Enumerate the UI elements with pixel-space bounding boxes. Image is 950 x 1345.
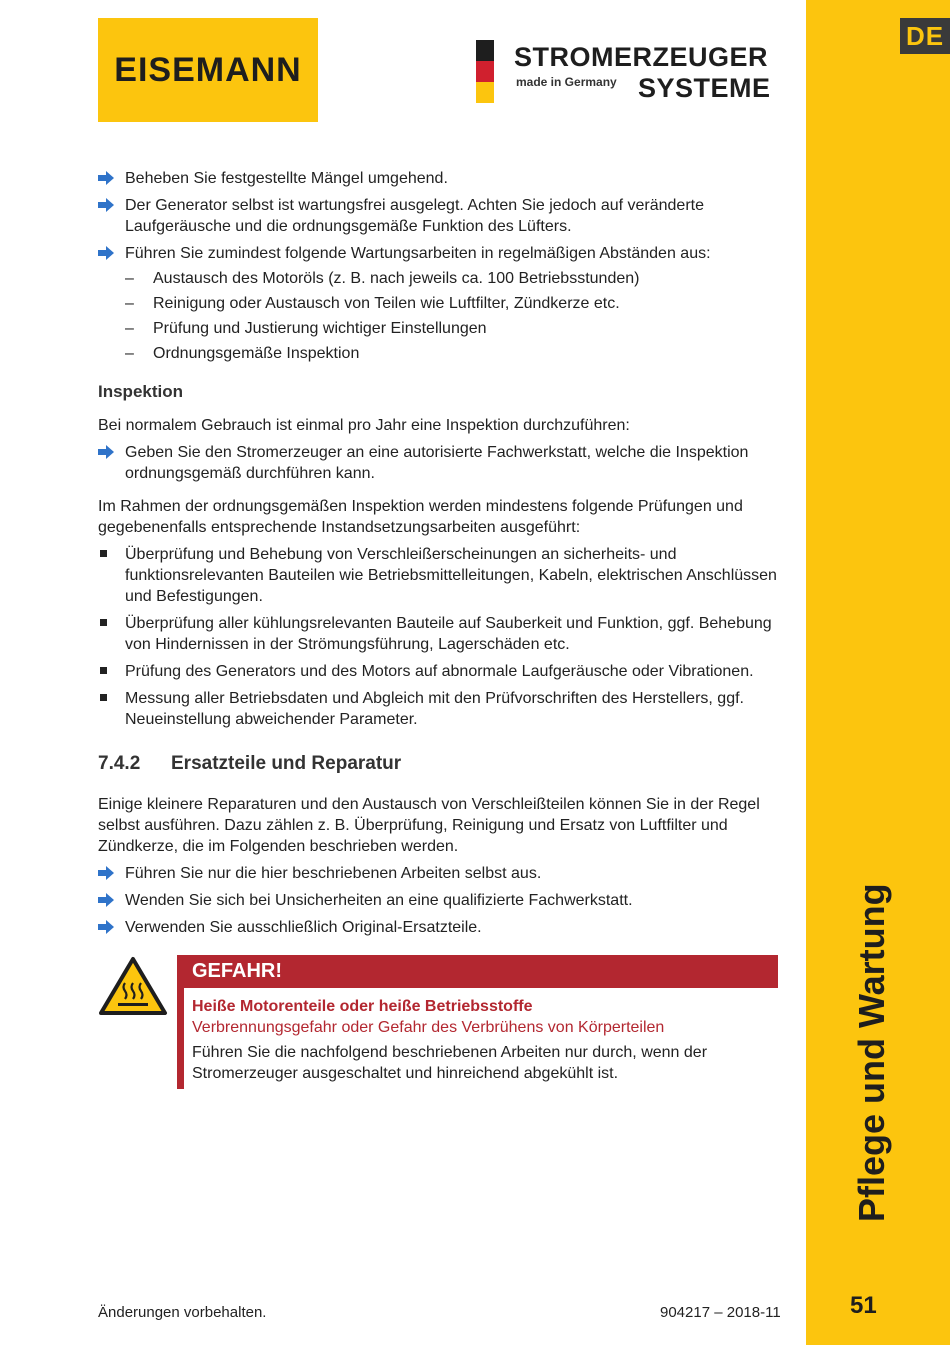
danger-body (192, 996, 772, 1084)
brand-subtitle: made in Germany (516, 75, 617, 89)
language-badge: DE (900, 18, 950, 54)
arrow-right-icon (98, 866, 114, 880)
check-item: Überprüfung und Behebung von Verschleißerscheinungen an sicherheits- und funktionsrelevanten Bauteilen wie Betriebsmittelleitungen, Kabeln, elektrischen Anschlüssen und Befestigungen. (98, 544, 780, 607)
list-item: Führen Sie zumindest folgende Wartungsarbeiten in regelmäßigen Abständen aus: (98, 243, 780, 264)
section-heading: 7.4.2 Ersatzteile und Reparatur (98, 753, 402, 774)
list-item: Der Generator selbst ist wartungsfrei ausgelegt. Achten Sie jedoch auf veränderte Laufgeräusche und die ordnungsgemäße Funktion des Lüfters. (98, 195, 780, 237)
arrow-right-icon (98, 893, 114, 907)
section-intro: Einige kleinere Reparaturen und den Austausch von Verschleißteilen können Sie in der Regel selbst ausführen. Dazu zählen z. B. Überprüfung, Reinigung und Ersatz von Luftfilter und Zündkerze, die im Folgenden beschrieben werden. (98, 796, 760, 855)
inspection-intro: Bei normalem Gebrauch ist einmal pro Jahr eine Inspektion durchzuführen: (98, 417, 630, 434)
brand-line-2: SYSTEME (638, 73, 771, 103)
maintenance-item: – Austausch des Motoröls (z. B. nach jeweils ca. 100 Betriebsstunden) (125, 270, 640, 287)
document-number: 904217 – 2018-11 (660, 1304, 781, 1321)
brand-line-1: STROMERZEUGER (514, 42, 769, 72)
list-item: Beheben Sie festgestellte Mängel umgehend. (98, 168, 780, 189)
footer-note: Änderungen vorbehalten. (98, 1304, 267, 1321)
list-item: Wenden Sie sich bei Unsicherheiten an eine qualifizierte Fachwerkstatt. (98, 890, 780, 911)
check-item: Prüfung des Generators und des Motors auf abnormale Laufgeräusche oder Vibrationen. (98, 661, 780, 682)
maintenance-item: – Ordnungsgemäße Inspektion (125, 345, 360, 362)
arrow-right-icon (98, 198, 114, 212)
danger-label: GEFAHR! (177, 955, 778, 988)
arrow-right-icon (98, 171, 114, 185)
eisemann-logo: EISEMANN (98, 18, 318, 122)
maintenance-item: – Prüfung und Justierung wichtiger Einstellungen (125, 320, 487, 337)
germany-flag-icon (476, 40, 494, 103)
main-content (98, 168, 780, 938)
danger-subline: Verbrennungsgefahr oder Gefahr des Verbrühens von Körperteilen (192, 1019, 665, 1036)
list-item: Verwenden Sie ausschließlich Original-Ersatzteile. (98, 917, 780, 938)
maintenance-item: – Reinigung oder Austausch von Teilen wie Luftfilter, Zündkerze etc. (125, 295, 620, 312)
arrow-right-icon (98, 445, 114, 459)
inspection-scope: Im Rahmen der ordnungsgemäßen Inspektion werden mindestens folgende Prüfungen und gegebenenfalls entsprechende Instandsetzungsarbeiten ausgeführt: (98, 498, 743, 536)
check-item: Überprüfung aller kühlungsrelevanten Bauteile auf Sauberkeit und Funktion, ggf. Behebung von Hindernissen in der Strömungsführung, Lagerschäden etc. (98, 613, 780, 655)
danger-headline: Heiße Motorenteile oder heiße Betriebsstoffe (192, 998, 533, 1015)
hot-surface-warning-icon (98, 956, 168, 1016)
chapter-title: Pflege und Wartung (851, 883, 892, 1222)
inspection-heading: Inspektion (98, 382, 184, 401)
page-number: 51 (850, 1292, 877, 1319)
arrow-right-icon (98, 246, 114, 260)
list-item: Geben Sie den Stromerzeuger an eine autorisierte Fachwerkstatt, welche die Inspektion ordnungsgemäß durchführen kann. (98, 442, 780, 484)
check-item: Messung aller Betriebsdaten und Abgleich mit den Prüfvorschriften des Herstellers, ggf. Neueinstellung abweichender Parameter. (98, 688, 780, 730)
list-item: Führen Sie nur die hier beschriebenen Arbeiten selbst aus. (98, 863, 780, 884)
danger-text: Führen Sie die nachfolgend beschriebenen Arbeiten nur durch, wenn der Stromerzeuger ausgeschaltet und hinreichend abgekühlt ist. (192, 1044, 708, 1082)
danger-side-bar (177, 988, 184, 1089)
arrow-right-icon (98, 920, 114, 934)
